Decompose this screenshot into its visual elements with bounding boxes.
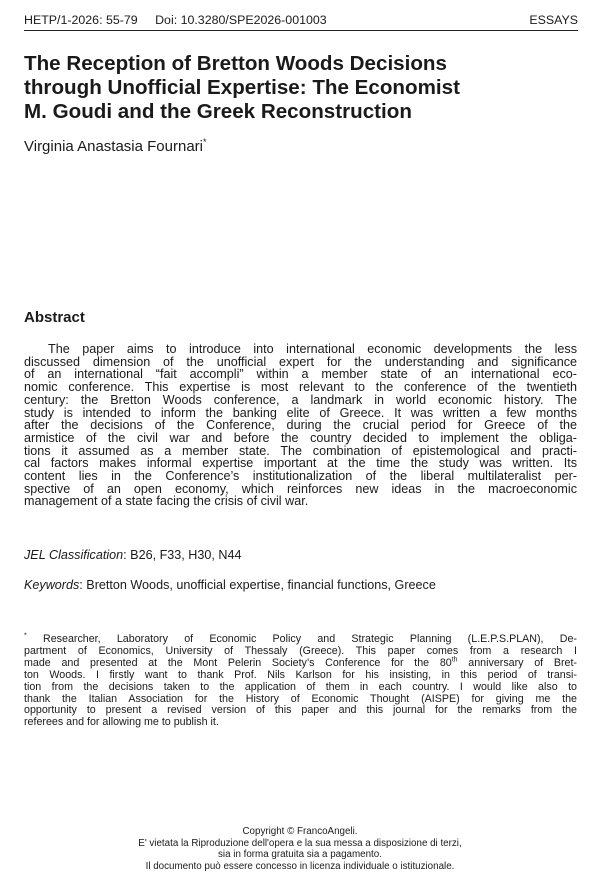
footnote-line: opportunity to present a revised version of this paper and this journal for the remarks from the [24,704,577,717]
abstract-line: after the decisions of the Conference, during the crucial period for Greece of the [24,418,577,433]
title-line: M. Goudi and the Greek Reconstruction [24,100,412,123]
abstract-line: study is intended to inform the banking elite of Greece. It was written a few months [24,405,577,420]
abstract-line: discussed dimension of the unofficial expert for the understanding and significance [24,354,577,369]
abstract-line: The paper aims to introduce into international economic developments the less [48,342,577,356]
copyright-line: Il documento può essere concesso in licenza individuale o istituzionale. [145,861,455,873]
abstract-line: century: the Bretton Woods conference, a landmark in world economic history. The [24,392,577,407]
abstract-line: content lies in the Conference’s institutionalization of the liberal multilateralist per- [24,469,577,484]
footnote-line: thank the Italian Association for the History of Economic Thought (AISPE) for giving me the [24,692,577,705]
footnote-line: ton Woods. I firstly want to thank Prof. Nils Karlson for his insisting, in this period of transi- [24,668,577,681]
author-line [24,133,207,156]
abstract-line: nomic conference. This expertise is most relevant to the conference of the twentieth [24,380,577,395]
abstract-body [24,343,577,508]
jel-codes: : B26, F33, H30, N44 [123,548,242,562]
author-footnote-marker: * [203,137,207,147]
copyright-line: Copyright © FrancoAngeli. [242,826,358,837]
abstract-line: of an international “fait accompli” within a member state of an international eco- [24,367,577,382]
footnote-marker: * [24,632,27,640]
abstract-line: management of a state facing the crisis of civil war. [24,494,309,509]
running-header [24,12,578,31]
abstract-line: spective of an open economy, which reinforces new ideas in the macroeconomic [24,481,577,496]
copyright-line: E' vietata la Riproduzione dell'opera e la sua messa a disposizione di terzi, [138,837,462,849]
abstract-line: armistice of the civil war and before the country decided to implement the obliga- [24,430,577,445]
footnote-line: partment of Economics, University of Thessaly (Greece). This paper comes from a research I [24,644,577,657]
journal-citation: HETP/1-2026: 55-79 [24,13,138,27]
footnote-text: Researcher, Laboratory of Economic Policy and Strategic Planning (L.E.P.S.PLAN), De- [26,633,577,645]
author-name: Virginia Anastasia Fournari [24,138,203,155]
copyright-line: sia in forma gratuita sia a pagamento. [218,849,382,861]
keywords [24,578,436,593]
abstract-line: tions it assumed as a member state. The combination of epistemological and practi- [24,443,577,458]
footnote-line: referees and for allowing me to publish it. [24,716,219,729]
doi: Doi: 10.3280/SPE2026-001003 [155,13,327,27]
keywords-list: : Bretton Woods, unofficial expertise, financial functions, Greece [79,578,436,592]
jel-classification [24,548,241,563]
copyright-notice [0,826,600,873]
keywords-label: Keywords [24,578,80,592]
ordinal-suffix: th [451,656,458,664]
footnote-text: anniversary of Bret- [457,656,577,669]
footnote-text: made and presented at the Mont Pelerin Society’s Conference for the 80 [24,656,452,669]
footnote-line [24,658,577,670]
abstract-heading: Abstract [24,309,85,326]
article-title [24,52,580,124]
title-line: through Unofficial Expertise: The Economist [24,76,460,99]
title-line: The Reception of Bretton Woods Decisions [24,52,447,75]
section-label: ESSAYS [529,13,578,27]
jel-label: JEL Classification [24,548,124,562]
abstract-line: cal factors makes informal expertise important at the time the study was written. Its [24,456,577,471]
footnote-line: tion from the decisions taken to the application of them in each country. I would like also to [24,680,577,693]
author-footnote [24,634,577,729]
journal-info [24,12,341,28]
